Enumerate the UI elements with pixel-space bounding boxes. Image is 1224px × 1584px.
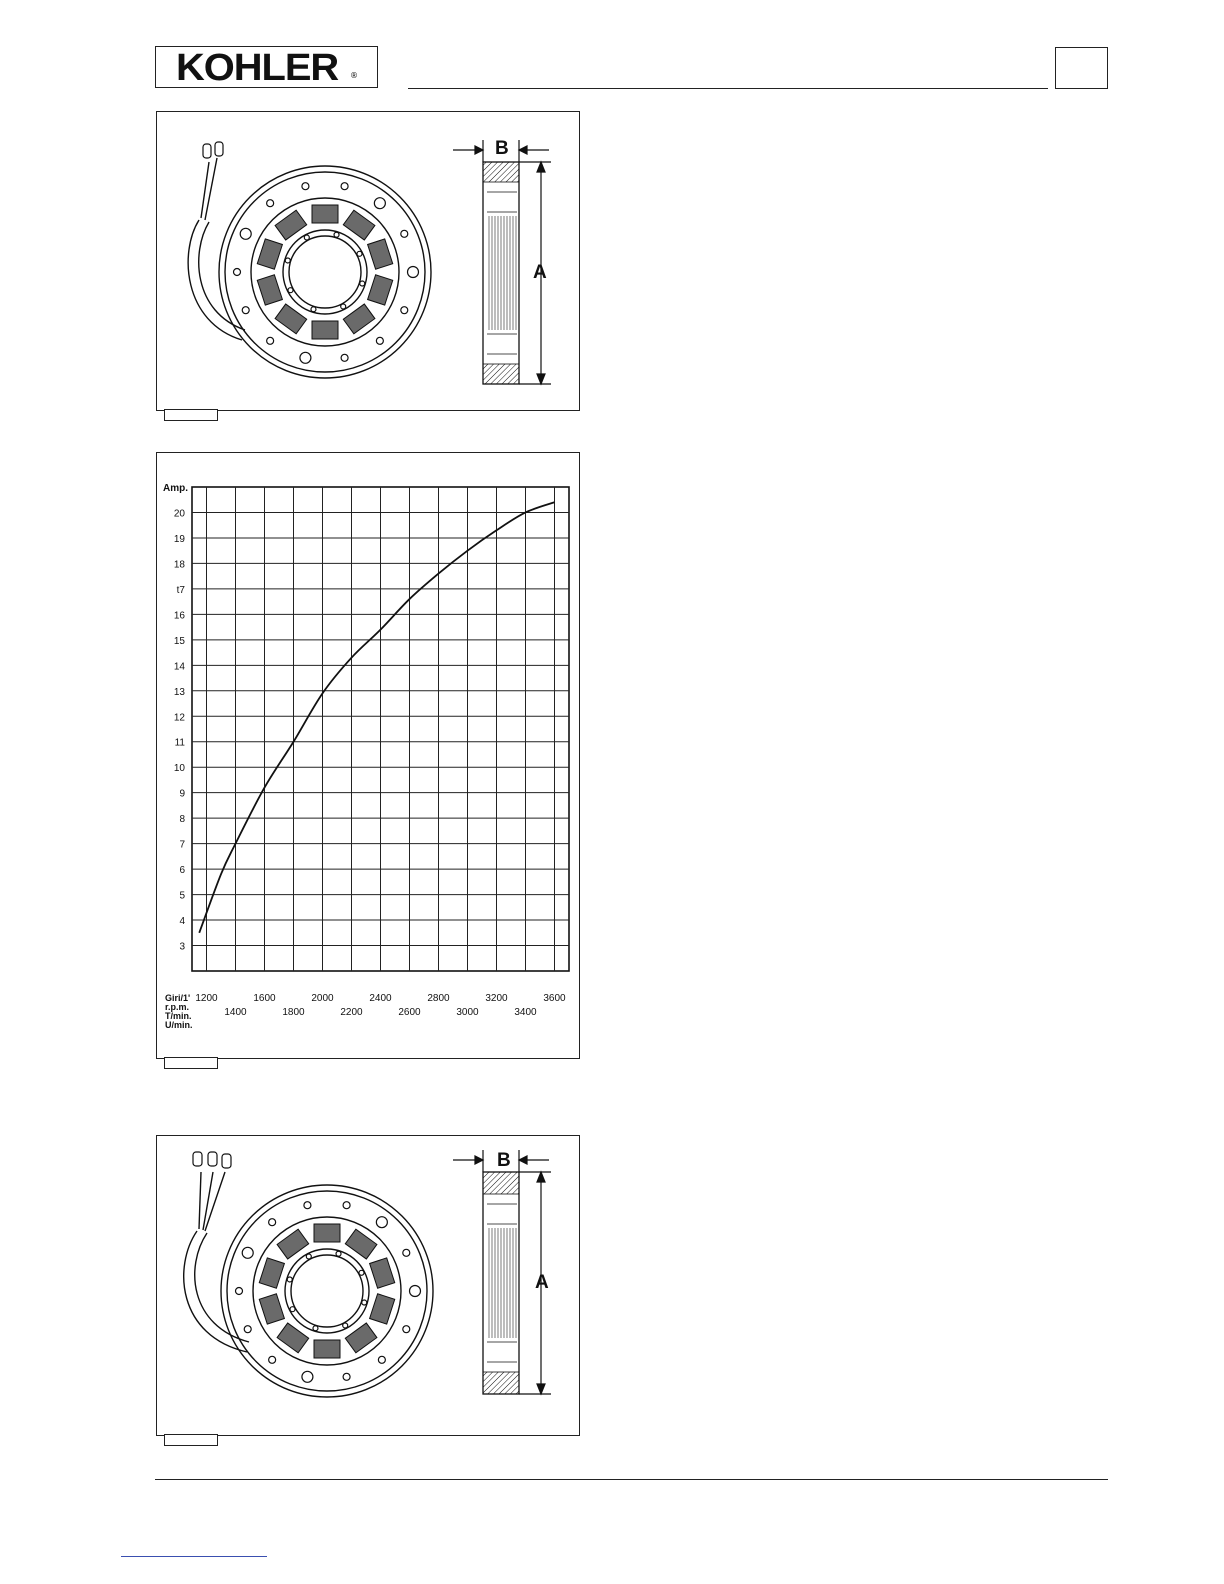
y-tick-label: 7 — [179, 839, 185, 851]
y-tick-label: 18 — [173, 559, 185, 571]
x-tick-label: 2200 — [340, 1007, 363, 1018]
figure-charging-curve — [156, 452, 580, 1059]
inner-hole — [343, 1323, 348, 1328]
stator-coil — [277, 1323, 309, 1353]
mounting-hole — [242, 1247, 253, 1258]
inner-hole — [359, 1270, 364, 1275]
y-axis-label: Amp. — [163, 483, 188, 494]
mounting-hole — [343, 1373, 350, 1380]
mounting-hole — [408, 267, 419, 278]
mounting-hole — [240, 228, 251, 239]
x-axis-label: r.p.m. — [165, 1002, 190, 1012]
mounting-hole — [376, 1217, 387, 1228]
inner-hole — [311, 307, 316, 312]
inner-hole — [334, 232, 339, 237]
y-tick-label: 12 — [173, 712, 185, 724]
inner-hole — [306, 1254, 311, 1259]
mounting-hole — [236, 1288, 243, 1295]
inner-hole — [290, 1307, 295, 1312]
footer-link-underline — [121, 1556, 267, 1557]
x-tick-label: 2000 — [311, 993, 334, 1004]
mounting-hole — [341, 183, 348, 190]
stator-coil — [343, 210, 375, 240]
y-tick-label: 3 — [179, 941, 185, 953]
x-axis-label: U/min. — [165, 1020, 193, 1030]
inner-hole — [304, 235, 309, 240]
stator-coil — [345, 1323, 377, 1353]
y-tick-label: 8 — [179, 814, 185, 826]
y-tick-label: 9 — [179, 788, 185, 800]
inner-hole — [357, 251, 362, 256]
stator-coil — [368, 239, 393, 269]
stator-coil — [345, 1229, 377, 1259]
mounting-hole — [410, 1286, 421, 1297]
stator-coil — [370, 1294, 395, 1324]
x-axis-label: Giri/1' — [165, 993, 191, 1003]
inner-hole — [313, 1326, 318, 1331]
mounting-hole — [376, 337, 383, 344]
mounting-hole — [269, 1219, 276, 1226]
mounting-hole — [341, 354, 348, 361]
x-axis-label: T/min. — [165, 1011, 192, 1021]
mounting-hole — [401, 230, 408, 237]
kohler-logo-box — [155, 46, 378, 88]
footer-rule — [155, 1479, 1108, 1480]
mounting-hole — [234, 269, 241, 276]
mounting-hole — [302, 1371, 313, 1382]
y-tick-label: 13 — [173, 686, 185, 698]
stator-coil — [312, 205, 338, 223]
mounting-hole — [403, 1249, 410, 1256]
stator-coil — [257, 239, 282, 269]
inner-hole — [285, 258, 290, 263]
x-tick-label: 3000 — [456, 1007, 479, 1018]
mounting-hole — [401, 307, 408, 314]
registered-mark: ® — [350, 71, 358, 80]
x-tick-label: 2600 — [398, 1007, 421, 1018]
x-tick-label: 1400 — [224, 1007, 247, 1018]
mounting-hole — [302, 183, 309, 190]
stator-coil — [259, 1294, 284, 1324]
y-tick-label: 19 — [173, 533, 185, 545]
x-tick-label: 3400 — [514, 1007, 537, 1018]
x-tick-label: 2400 — [369, 993, 392, 1004]
mounting-hole — [244, 1326, 251, 1333]
y-tick-label: t7 — [176, 584, 185, 596]
stator-coil — [312, 321, 338, 339]
figure-number-tab — [164, 1434, 218, 1446]
inner-hole — [288, 288, 293, 293]
kohler-logo: KOHLER — [176, 47, 339, 89]
current-curve — [199, 502, 554, 933]
header-rule — [408, 88, 1048, 89]
stator-coil — [314, 1340, 340, 1358]
inner-hole — [362, 1300, 367, 1305]
mounting-hole — [267, 337, 274, 344]
figure-stator-two-wire — [156, 111, 580, 411]
stator-coil — [368, 275, 393, 305]
mounting-hole — [378, 1356, 385, 1363]
inner-hole — [360, 281, 365, 286]
y-tick-label: 20 — [173, 508, 185, 520]
stator-coil — [259, 1258, 284, 1288]
dimension-b-label: B — [497, 1150, 511, 1171]
dimension-b-label: B — [495, 138, 509, 159]
x-tick-label: 1800 — [282, 1007, 305, 1018]
inner-hole — [336, 1251, 341, 1256]
y-tick-label: 6 — [179, 865, 185, 877]
y-tick-label: 14 — [173, 661, 185, 673]
x-tick-label: 1600 — [253, 993, 276, 1004]
mounting-hole — [403, 1326, 410, 1333]
mounting-hole — [343, 1202, 350, 1209]
stator-coil — [257, 275, 282, 305]
mounting-hole — [269, 1356, 276, 1363]
figure-stator-three-wire — [156, 1135, 580, 1436]
x-tick-label: 2800 — [427, 993, 450, 1004]
stator-three-wire-drawing — [157, 1136, 579, 1435]
stator-coil — [314, 1224, 340, 1242]
mounting-hole — [374, 198, 385, 209]
stator-coil — [275, 304, 307, 334]
y-tick-label: 15 — [173, 635, 185, 647]
mounting-hole — [304, 1202, 311, 1209]
y-tick-label: 16 — [173, 610, 185, 622]
stator-two-wire-drawing — [157, 112, 579, 410]
x-tick-label: 3200 — [485, 993, 508, 1004]
y-tick-label: 11 — [174, 737, 185, 749]
y-tick-label: 4 — [179, 916, 185, 928]
charging-curve-chart — [157, 453, 579, 1058]
stator-coil — [275, 210, 307, 240]
dimension-a-label: A — [535, 1272, 549, 1293]
inner-hole — [341, 304, 346, 309]
x-tick-label: 1200 — [195, 993, 218, 1004]
mounting-hole — [300, 352, 311, 363]
page-number-box — [1055, 47, 1108, 89]
figure-number-tab — [164, 409, 218, 421]
x-tick-label: 3600 — [543, 993, 566, 1004]
y-tick-label: 5 — [179, 890, 185, 902]
stator-coil — [370, 1258, 395, 1288]
stator-coil — [277, 1229, 309, 1259]
dimension-a-label: A — [533, 262, 547, 283]
mounting-hole — [267, 200, 274, 207]
figure-number-tab — [164, 1057, 218, 1069]
mounting-hole — [242, 307, 249, 314]
stator-coil — [343, 304, 375, 334]
y-tick-label: 10 — [173, 763, 185, 775]
inner-hole — [287, 1277, 292, 1282]
